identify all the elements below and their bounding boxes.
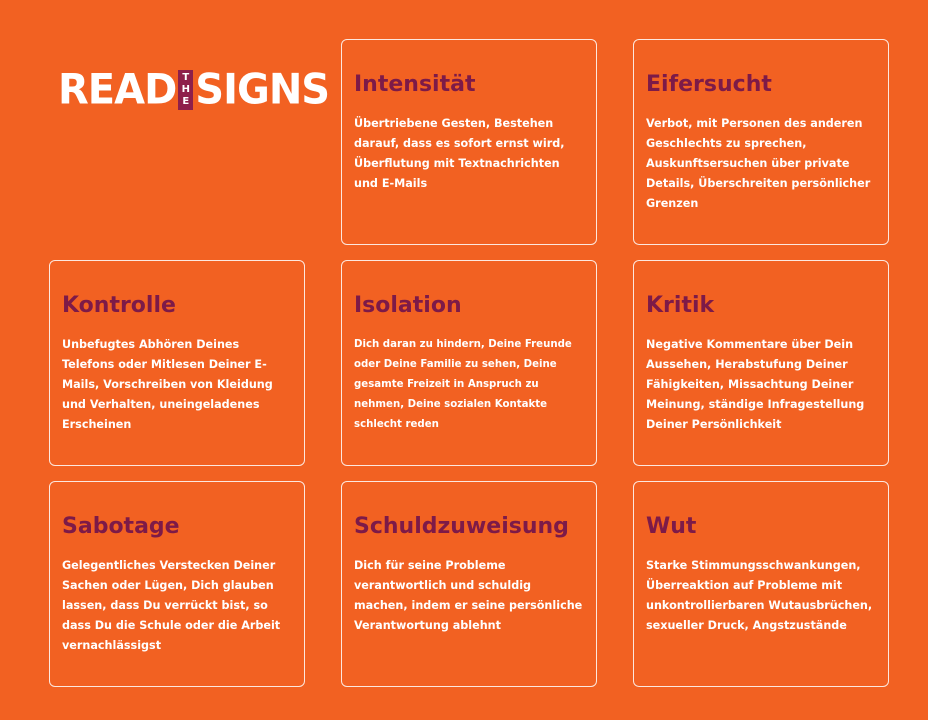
logo-word-read: READ [58, 65, 177, 115]
card-eifersucht [633, 39, 889, 245]
card-kontrolle [49, 260, 305, 466]
card-text: Verbot, mit Personen des anderen Geschlechts zu sprechen, Auskunftsersuchen über private Details, Überschreiten persönlicher Grenzen [646, 117, 871, 210]
card-schuldzuweisung [341, 481, 597, 687]
read-the-signs-logo [58, 65, 330, 115]
card-title: Isolation [354, 293, 462, 318]
card-wut [633, 481, 889, 687]
card-title: Eifersucht [646, 72, 772, 97]
card-sabotage [49, 481, 305, 687]
logo-letter-t: T [182, 72, 190, 83]
card-text: Starke Stimmungsschwankungen, Überreaktion auf Probleme mit unkontrollierbaren Wutausbrüchen, sexueller Druck, Angstzustände [646, 559, 873, 632]
logo-word-signs: SIGNS [195, 65, 330, 115]
card-title: Schuldzuweisung [354, 514, 569, 539]
card-intensitaet [341, 39, 597, 245]
card-title: Kritik [646, 293, 715, 318]
card-text: Übertriebene Gesten, Bestehen darauf, dass es sofort ernst wird, Überflutung mit Textnachrichten und E-Mails [354, 117, 565, 190]
logo-letter-e: E [182, 96, 190, 107]
logo-letter-h: H [181, 84, 190, 95]
card-text: Unbefugtes Abhören Deines Telefons oder Mitlesen Deiner E-Mails, Vorschreiben von Kleidung und Verhalten, uneingeladenes Erscheinen [62, 338, 273, 431]
card-title: Intensität [354, 72, 476, 97]
card-text: Dich daran zu hindern, Deine Freunde oder Deine Familie zu sehen, Deine gesamte Freizeit in Anspruch zu nehmen, Deine sozialen Kontakte schlecht reden [354, 339, 572, 430]
card-text: Gelegentliches Verstecken Deiner Sachen oder Lügen, Dich glauben lassen, dass Du verrückt bist, so dass Du die Schule oder die Arbeit vernachlässigst [62, 559, 281, 652]
card-title: Sabotage [62, 514, 180, 539]
card-isolation [341, 260, 597, 466]
card-text: Dich für seine Probleme verantwortlich und schuldig machen, indem er seine persönliche Verantwortung ablehnt [354, 559, 583, 632]
card-text: Negative Kommentare über Dein Aussehen, Herabstufung Deiner Fähigkeiten, Missachtung Deiner Meinung, ständige Infragestellung Deiner Persönlichkeit [646, 338, 865, 431]
logo-the-band [178, 70, 193, 110]
card-title: Kontrolle [62, 293, 176, 318]
card-kritik [633, 260, 889, 466]
card-title: Wut [646, 514, 697, 539]
